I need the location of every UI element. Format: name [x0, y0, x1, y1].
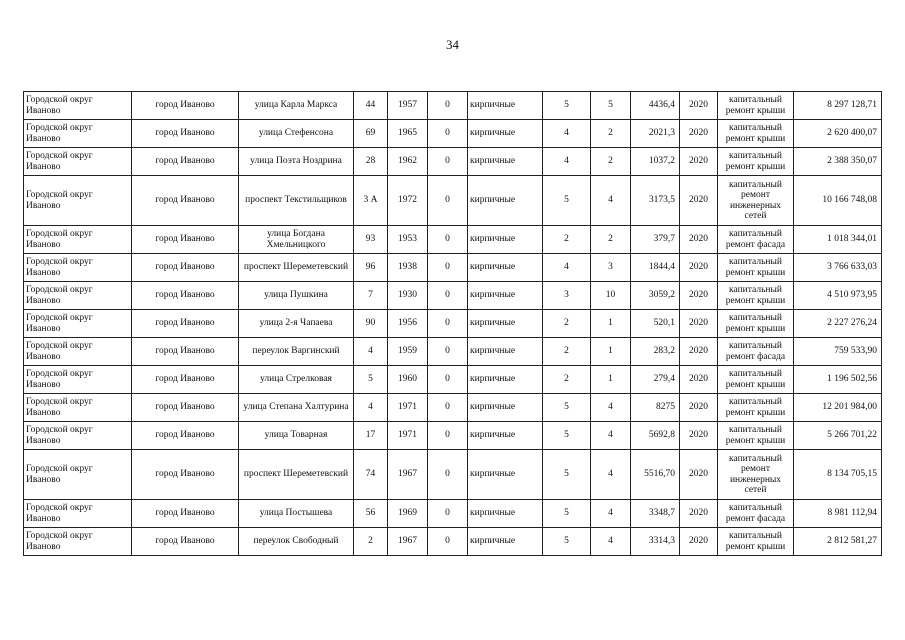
build-year-cell: 1938	[388, 254, 428, 282]
work-type-cell: капитальный ремонт крыши	[718, 310, 794, 338]
zero-value-cell: 0	[428, 120, 468, 148]
area-cell: 3173,5	[631, 176, 680, 226]
plan-year-cell: 2020	[680, 366, 718, 394]
area-cell: 8275	[631, 394, 680, 422]
city-cell: город Иваново	[132, 254, 239, 282]
plan-year-cell: 2020	[680, 528, 718, 556]
house-number-cell: 74	[354, 450, 388, 500]
zero-value-cell: 0	[428, 338, 468, 366]
work-type-cell: капитальный ремонт крыши	[718, 282, 794, 310]
address-cell: проспект Текстильщиков	[239, 176, 354, 226]
city-cell: город Иваново	[132, 394, 239, 422]
plan-year-cell: 2020	[680, 282, 718, 310]
address-cell: улица Поэта Ноздрина	[239, 148, 354, 176]
plan-year-cell: 2020	[680, 310, 718, 338]
table-row	[24, 310, 882, 338]
city-cell: город Иваново	[132, 500, 239, 528]
wall-material-cell: кирпичные	[468, 226, 543, 254]
zero-value-cell: 0	[428, 176, 468, 226]
district-cell: Городской округ Иваново	[24, 176, 132, 226]
house-number-cell: 7	[354, 282, 388, 310]
wall-material-cell: кирпичные	[468, 176, 543, 226]
area-cell: 520,1	[631, 310, 680, 338]
city-cell: город Иваново	[132, 226, 239, 254]
floors-cell: 2	[543, 310, 591, 338]
page-number: 34	[446, 37, 459, 52]
house-number-cell: 28	[354, 148, 388, 176]
table-row	[24, 338, 882, 366]
wall-material-cell: кирпичные	[468, 92, 543, 120]
zero-value-cell: 0	[428, 92, 468, 120]
plan-year-cell: 2020	[680, 176, 718, 226]
table-row	[24, 176, 882, 226]
address-cell: улица Пушкина	[239, 282, 354, 310]
table-row	[24, 500, 882, 528]
zero-value-cell: 0	[428, 282, 468, 310]
cost-cell: 3 766 633,03	[794, 254, 882, 282]
plan-year-cell: 2020	[680, 394, 718, 422]
build-year-cell: 1959	[388, 338, 428, 366]
city-cell: город Иваново	[132, 338, 239, 366]
cost-cell: 12 201 984,00	[794, 394, 882, 422]
house-number-cell: 5	[354, 366, 388, 394]
district-cell: Городской округ Иваново	[24, 366, 132, 394]
house-number-cell: 69	[354, 120, 388, 148]
wall-material-cell: кирпичные	[468, 282, 543, 310]
district-cell: Городской округ Иваново	[24, 394, 132, 422]
wall-material-cell: кирпичные	[468, 422, 543, 450]
entrances-cell: 4	[591, 176, 631, 226]
house-number-cell: 3 А	[354, 176, 388, 226]
floors-cell: 4	[543, 120, 591, 148]
cost-cell: 10 166 748,08	[794, 176, 882, 226]
address-cell: улица Карла Маркса	[239, 92, 354, 120]
work-type-cell: капитальный ремонт инженерных сетей	[718, 450, 794, 500]
floors-cell: 4	[543, 254, 591, 282]
zero-value-cell: 0	[428, 148, 468, 176]
district-cell: Городской округ Иваново	[24, 500, 132, 528]
city-cell: город Иваново	[132, 176, 239, 226]
table-row	[24, 450, 882, 500]
build-year-cell: 1971	[388, 422, 428, 450]
district-cell: Городской округ Иваново	[24, 338, 132, 366]
district-cell: Городской округ Иваново	[24, 450, 132, 500]
build-year-cell: 1971	[388, 394, 428, 422]
area-cell: 379,7	[631, 226, 680, 254]
work-type-cell: капитальный ремонт фасада	[718, 338, 794, 366]
area-cell: 3314,3	[631, 528, 680, 556]
address-cell: проспект Шереметевский	[239, 254, 354, 282]
city-cell: город Иваново	[132, 310, 239, 338]
address-cell: улица Стефенсона	[239, 120, 354, 148]
cost-cell: 8 134 705,15	[794, 450, 882, 500]
table-body	[24, 92, 882, 556]
wall-material-cell: кирпичные	[468, 254, 543, 282]
district-cell: Городской округ Иваново	[24, 528, 132, 556]
table-row	[24, 366, 882, 394]
district-cell: Городской округ Иваново	[24, 254, 132, 282]
entrances-cell: 4	[591, 528, 631, 556]
floors-cell: 5	[543, 422, 591, 450]
cost-cell: 5 266 701,22	[794, 422, 882, 450]
floors-cell: 4	[543, 148, 591, 176]
district-cell: Городской округ Иваново	[24, 120, 132, 148]
build-year-cell: 1969	[388, 500, 428, 528]
address-cell: переулок Варгинский	[239, 338, 354, 366]
work-type-cell: капитальный ремонт крыши	[718, 422, 794, 450]
address-cell: улица Товарная	[239, 422, 354, 450]
floors-cell: 3	[543, 282, 591, 310]
work-type-cell: капитальный ремонт крыши	[718, 92, 794, 120]
wall-material-cell: кирпичные	[468, 338, 543, 366]
table-row	[24, 120, 882, 148]
table-row	[24, 282, 882, 310]
work-type-cell: капитальный ремонт крыши	[718, 148, 794, 176]
zero-value-cell: 0	[428, 226, 468, 254]
area-cell: 5692,8	[631, 422, 680, 450]
work-type-cell: капитальный ремонт крыши	[718, 366, 794, 394]
area-cell: 5516,70	[631, 450, 680, 500]
entrances-cell: 2	[591, 120, 631, 148]
zero-value-cell: 0	[428, 394, 468, 422]
area-cell: 4436,4	[631, 92, 680, 120]
entrances-cell: 1	[591, 366, 631, 394]
entrances-cell: 4	[591, 500, 631, 528]
city-cell: город Иваново	[132, 92, 239, 120]
build-year-cell: 1967	[388, 450, 428, 500]
area-cell: 1844,4	[631, 254, 680, 282]
district-cell: Городской округ Иваново	[24, 282, 132, 310]
district-cell: Городской округ Иваново	[24, 148, 132, 176]
zero-value-cell: 0	[428, 450, 468, 500]
build-year-cell: 1965	[388, 120, 428, 148]
work-type-cell: капитальный ремонт фасада	[718, 500, 794, 528]
cost-cell: 2 227 276,24	[794, 310, 882, 338]
build-year-cell: 1962	[388, 148, 428, 176]
house-number-cell: 56	[354, 500, 388, 528]
city-cell: город Иваново	[132, 366, 239, 394]
floors-cell: 5	[543, 394, 591, 422]
work-type-cell: капитальный ремонт крыши	[718, 528, 794, 556]
house-number-cell: 96	[354, 254, 388, 282]
build-year-cell: 1967	[388, 528, 428, 556]
address-cell: улица Постышева	[239, 500, 354, 528]
address-cell: переулок Свободный	[239, 528, 354, 556]
plan-year-cell: 2020	[680, 148, 718, 176]
entrances-cell: 2	[591, 226, 631, 254]
district-cell: Городской округ Иваново	[24, 422, 132, 450]
house-number-cell: 17	[354, 422, 388, 450]
zero-value-cell: 0	[428, 422, 468, 450]
table-row	[24, 422, 882, 450]
floors-cell: 2	[543, 338, 591, 366]
house-number-cell: 2	[354, 528, 388, 556]
entrances-cell: 5	[591, 92, 631, 120]
plan-year-cell: 2020	[680, 226, 718, 254]
house-number-cell: 4	[354, 338, 388, 366]
work-type-cell: капитальный ремонт крыши	[718, 120, 794, 148]
repair-program-table	[23, 91, 882, 556]
wall-material-cell: кирпичные	[468, 500, 543, 528]
floors-cell: 2	[543, 366, 591, 394]
wall-material-cell: кирпичные	[468, 310, 543, 338]
wall-material-cell: кирпичные	[468, 120, 543, 148]
plan-year-cell: 2020	[680, 92, 718, 120]
city-cell: город Иваново	[132, 282, 239, 310]
wall-material-cell: кирпичные	[468, 394, 543, 422]
area-cell: 1037,2	[631, 148, 680, 176]
table-row	[24, 254, 882, 282]
cost-cell: 2 388 350,07	[794, 148, 882, 176]
table-row	[24, 226, 882, 254]
city-cell: город Иваново	[132, 422, 239, 450]
district-cell: Городской округ Иваново	[24, 226, 132, 254]
cost-cell: 8 981 112,94	[794, 500, 882, 528]
cost-cell: 1 018 344,01	[794, 226, 882, 254]
plan-year-cell: 2020	[680, 450, 718, 500]
house-number-cell: 4	[354, 394, 388, 422]
cost-cell: 759 533,90	[794, 338, 882, 366]
wall-material-cell: кирпичные	[468, 450, 543, 500]
entrances-cell: 10	[591, 282, 631, 310]
floors-cell: 5	[543, 450, 591, 500]
area-cell: 283,2	[631, 338, 680, 366]
city-cell: город Иваново	[132, 528, 239, 556]
build-year-cell: 1953	[388, 226, 428, 254]
cost-cell: 8 297 128,71	[794, 92, 882, 120]
zero-value-cell: 0	[428, 500, 468, 528]
build-year-cell: 1957	[388, 92, 428, 120]
plan-year-cell: 2020	[680, 338, 718, 366]
city-cell: город Иваново	[132, 450, 239, 500]
build-year-cell: 1960	[388, 366, 428, 394]
plan-year-cell: 2020	[680, 500, 718, 528]
house-number-cell: 44	[354, 92, 388, 120]
cost-cell: 4 510 973,95	[794, 282, 882, 310]
entrances-cell: 3	[591, 254, 631, 282]
plan-year-cell: 2020	[680, 254, 718, 282]
work-type-cell: капитальный ремонт крыши	[718, 394, 794, 422]
table-row	[24, 92, 882, 120]
table-row	[24, 528, 882, 556]
cost-cell: 1 196 502,56	[794, 366, 882, 394]
zero-value-cell: 0	[428, 310, 468, 338]
entrances-cell: 1	[591, 338, 631, 366]
address-cell: улица Богдана Хмельницкого	[239, 226, 354, 254]
house-number-cell: 93	[354, 226, 388, 254]
table-row	[24, 394, 882, 422]
area-cell: 2021,3	[631, 120, 680, 148]
area-cell: 279,4	[631, 366, 680, 394]
floors-cell: 2	[543, 226, 591, 254]
plan-year-cell: 2020	[680, 422, 718, 450]
address-cell: проспект Шереметевский	[239, 450, 354, 500]
zero-value-cell: 0	[428, 254, 468, 282]
entrances-cell: 4	[591, 394, 631, 422]
entrances-cell: 2	[591, 148, 631, 176]
cost-cell: 2 620 400,07	[794, 120, 882, 148]
district-cell: Городской округ Иваново	[24, 92, 132, 120]
wall-material-cell: кирпичные	[468, 528, 543, 556]
city-cell: город Иваново	[132, 148, 239, 176]
entrances-cell: 1	[591, 310, 631, 338]
house-number-cell: 90	[354, 310, 388, 338]
floors-cell: 5	[543, 528, 591, 556]
work-type-cell: капитальный ремонт крыши	[718, 254, 794, 282]
cost-cell: 2 812 581,27	[794, 528, 882, 556]
floors-cell: 5	[543, 176, 591, 226]
plan-year-cell: 2020	[680, 120, 718, 148]
floors-cell: 5	[543, 500, 591, 528]
entrances-cell: 4	[591, 450, 631, 500]
table-row	[24, 148, 882, 176]
area-cell: 3348,7	[631, 500, 680, 528]
city-cell: город Иваново	[132, 120, 239, 148]
zero-value-cell: 0	[428, 528, 468, 556]
floors-cell: 5	[543, 92, 591, 120]
address-cell: улица Степана Халтурина	[239, 394, 354, 422]
entrances-cell: 4	[591, 422, 631, 450]
build-year-cell: 1930	[388, 282, 428, 310]
area-cell: 3059,2	[631, 282, 680, 310]
work-type-cell: капитальный ремонт фасада	[718, 226, 794, 254]
address-cell: улица Стрелковая	[239, 366, 354, 394]
wall-material-cell: кирпичные	[468, 366, 543, 394]
district-cell: Городской округ Иваново	[24, 310, 132, 338]
address-cell: улица 2-я Чапаева	[239, 310, 354, 338]
zero-value-cell: 0	[428, 366, 468, 394]
wall-material-cell: кирпичные	[468, 148, 543, 176]
build-year-cell: 1972	[388, 176, 428, 226]
work-type-cell: капитальный ремонт инженерных сетей	[718, 176, 794, 226]
build-year-cell: 1956	[388, 310, 428, 338]
